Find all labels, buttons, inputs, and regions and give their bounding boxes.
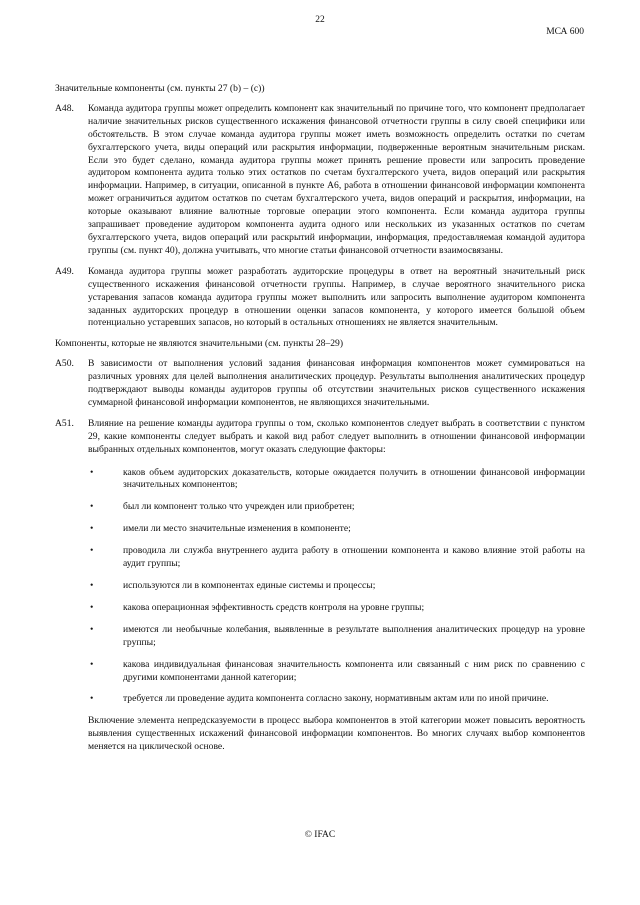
bullet-icon: •: [90, 623, 94, 635]
list-item-text: используются ли в компонентах единые системы и процессы;: [123, 580, 376, 591]
paragraph-text: Команда аудитора группы может разработать аудиторские процедуры в ответ на вероятный значительный риск существенного искажения финансовой отчетности группы. Например, в случае вероятного значительного риска устаревания запасов команда аудитора группы может выполнить или запросить выполнение аудитором компонента заданных аудиторских процедур в отношении оценки запасов компонента, у которого имеется большой объем потенциально устаревших запасов, но который в остальных отношениях не является значительным.: [88, 265, 585, 329]
bullet-icon: •: [90, 601, 94, 613]
list-item: [88, 659, 585, 685]
list-item: [88, 693, 585, 706]
list-item: [88, 523, 585, 536]
paragraph-text: Влияние на решение команды аудитора группы о том, сколько компонентов следует выбрать в соответствии с пунктом 29, какие компоненты следует выбрать и какой вид работ следует выполнить в отношении финансовой информации выбранных отдельных компонентов, могут оказать следующие факторы:: [88, 417, 585, 455]
list-item-text: какова операционная эффективность средств контроля на уровне группы;: [123, 601, 425, 613]
list-item-text: имеются ли необычные колебания, выявленные в результате выполнения аналитических процедур на уровне группы;: [123, 623, 585, 648]
bullet-icon: •: [90, 658, 94, 670]
page-number: 22: [315, 15, 325, 25]
paragraph-number: A48.: [55, 102, 74, 114]
bullet-icon: •: [90, 501, 94, 513]
section-heading-significant-components: Значительные компоненты (см. пункты 27 (b) – (c)): [55, 83, 265, 94]
bullet-icon: •: [90, 545, 94, 557]
bullet-icon: •: [90, 693, 94, 705]
paragraph-text: Команда аудитора группы может определить компонент как значительный по причине того, что компонент предполагает наличие значительных рисков существенного искажения финансовой отчетности группы в силу своей специфики или обстоятельств. В этом случае команда аудитора группы может иметь возможность определить остатки по счетам бухгалтерского учета, виды операций или раскрытия информации, подверженные вероятным значительным рискам. Если это будет сделано, команда аудитора группы может принять решение провести или запросить проведение аудитором компонента аудита только этих остатков по счетам бухгалтерского учета, видов операций или раскрытия информации. Например, в ситуации, описанной в пункте А6, работа в отношении финансовой информации компонента может ограничиться аудитом остатков по счетам бухгалтерского учета, видов операций и раскрытия, информации, на которые оказывают влияние валютные торговые операции этого компонента. Если команда аудитора группы запрашивает проведение аудитором компонента аудита одного или нескольких из указанных остатков по счетам бухгалтерского учета, видов операций или раскрытий информации, информация, предоставляемая командой аудитора группы (см. пункт 40), должна учитывать, что многие статьи финансовой отчетности взаимосвязаны.: [88, 102, 585, 256]
paragraph-number: A50.: [55, 358, 74, 370]
section-heading-non-significant-components: Компоненты, которые не являются значительными (см. пункты 28–29): [55, 338, 344, 350]
bullet-icon: •: [90, 466, 94, 478]
factor-list: [88, 467, 585, 707]
document-body: [55, 83, 585, 762]
paragraph-a49: [55, 266, 585, 331]
list-item: [88, 580, 585, 593]
paragraph-a48: [55, 103, 585, 258]
closing-paragraph: Включение элемента непредсказуемости в процесс выбора компонентов в этой категории может повысить вероятность выявления существенных искажений финансовой информации компонентов. Во многих случаях выбор компонентов меняется на циклической основе.: [88, 715, 585, 753]
list-item-text: имели ли место значительные изменения в компоненте;: [123, 523, 351, 535]
list-item: [88, 545, 585, 571]
list-item: [88, 602, 585, 615]
list-item-text: проводила ли служба внутреннего аудита работу в отношении компонента и каково влияние этой работы на аудит группы;: [123, 545, 585, 570]
paragraph-a51: [55, 418, 585, 754]
paragraph-number: A51.: [55, 417, 74, 429]
copyright-footer: © IFAC: [304, 830, 336, 840]
list-item-text: какова индивидуальная финансовая значительность компонента или связанный с ним риск по сравнению с другими компонентами данной категории;: [123, 658, 585, 683]
list-item: [88, 624, 585, 650]
paragraph-number: A49.: [55, 265, 74, 277]
paragraph-text: В зависимости от выполнения условий задания финансовая информация компонентов может суммироваться на различных уровнях для целей выполнения аналитических процедур. Результаты выполнения аналитических процедур подтверждают выводы команды аудиторов группы об отсутствии значительных рисков существенного искажения суммарной финансовой информации компонентов, не являющихся значительными.: [88, 358, 585, 408]
list-item: [88, 501, 585, 514]
list-item: [88, 467, 585, 493]
document-code: МСА 600: [546, 27, 584, 37]
bullet-icon: •: [90, 523, 94, 535]
bullet-icon: •: [90, 580, 94, 591]
list-item-text: требуется ли проведение аудита компонента согласно закону, нормативным актам или по иной причине.: [123, 693, 549, 705]
list-item-text: был ли компонент только что учрежден или приобретен;: [123, 501, 355, 513]
list-item-text: каков объем аудиторских доказательств, которые ожидается получить в отношении финансовой информации значительных компонентов;: [123, 466, 585, 491]
paragraph-a50: [55, 358, 585, 410]
